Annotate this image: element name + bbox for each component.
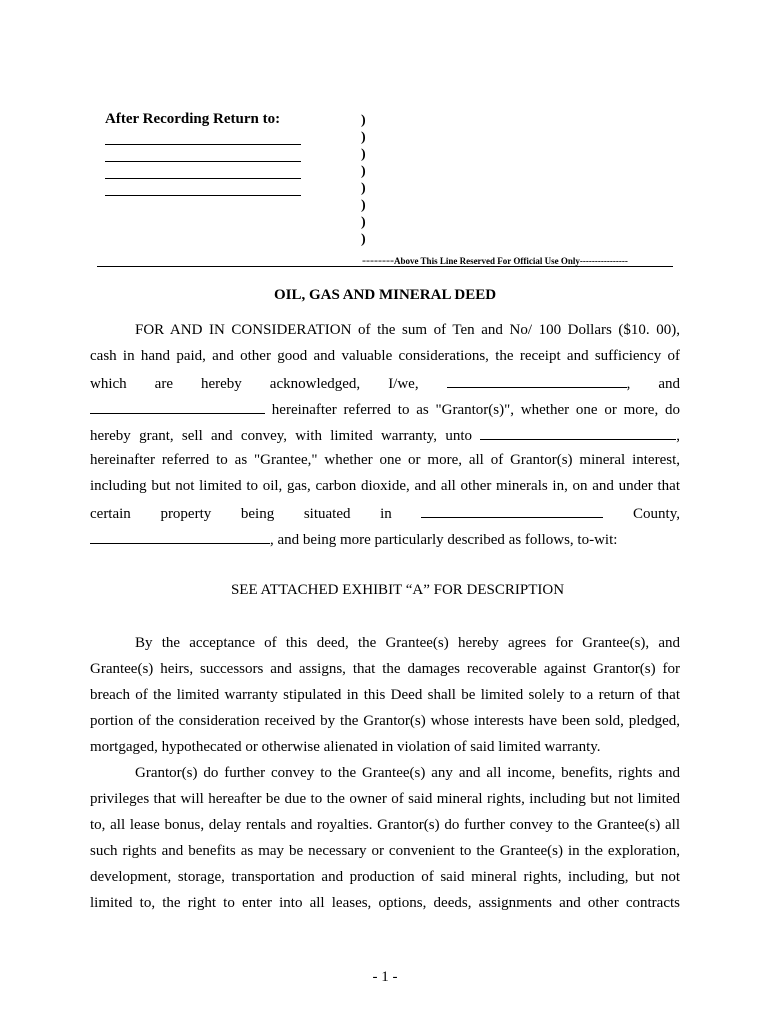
para3-line-3: to, all lease bonus, delay rentals and royalties. Grantor(s) do further convey to the Grantee(s) all [90, 817, 680, 833]
para3-line-5: development, storage, transportation and production of said mineral rights, including, but not [90, 869, 680, 885]
grantor-name-blank-2[interactable] [90, 399, 265, 414]
para1-line-8 [90, 503, 680, 523]
para2-line-1: By the acceptance of this deed, the Grantee(s) hereby agrees for Grantee(s), and [135, 635, 680, 651]
text-grant-unto: hereby grant, sell and convey, with limited warranty, unto [90, 428, 472, 444]
paren-8: ) [361, 232, 366, 247]
return-address-line-2[interactable] [105, 161, 301, 162]
paren-2: ) [361, 130, 366, 145]
para1-line-1: FOR AND IN CONSIDERATION of the sum of Ten and No/ 100 Dollars ($10. 00), [135, 322, 680, 338]
para3-line-4: such rights and benefits as may be necessary or convenient to the Grantee(s) in the exploration, [90, 843, 680, 859]
text-comma: , [626, 376, 631, 392]
paren-1: ) [361, 113, 366, 128]
paren-7: ) [361, 215, 366, 230]
para1-line-9 [90, 529, 617, 549]
document-title: OIL, GAS AND MINERAL DEED [273, 287, 497, 303]
para3-line-6: limited to, the right to enter into all leases, options, deeds, assignments and other contracts [90, 895, 680, 911]
text-county: County, [633, 506, 680, 522]
para1-line-7: including but not limited to oil, gas, carbon dioxide, and all other minerals in, on and under that [90, 478, 680, 494]
text-hereinafter-grantor: hereinafter referred to as "Grantor(s)", whether one or more, do [271, 402, 680, 418]
para3-line-1: Grantor(s) do further convey to the Grantee(s) any and all income, benefits, rights and [135, 765, 680, 781]
official-use-separator [97, 266, 673, 267]
para2-line-3: breach of the limited warranty stipulated in this Deed shall be limited solely to a return of that [90, 687, 680, 703]
text-being: being [240, 506, 275, 522]
return-address-line-3[interactable] [105, 178, 301, 179]
paren-4: ) [361, 164, 366, 179]
para1-line-5 [90, 425, 680, 445]
return-to-label: After Recording Return to: [105, 111, 281, 127]
notice-text: Above This Line Reserved For Official Use Only [393, 256, 580, 266]
paren-3: ) [361, 147, 366, 162]
text-comma-2: , [676, 428, 680, 444]
exhibit-reference: SEE ATTACHED EXHIBIT “A” FOR DESCRIPTION [230, 582, 565, 598]
notice-dashes-left: -------- [362, 253, 394, 267]
para1-line-6: hereinafter referred to as "Grantee," whether one or more, all of Grantor(s) mineral interest, [90, 452, 680, 468]
grantor-name-blank[interactable] [447, 373, 627, 388]
paren-6: ) [361, 198, 366, 213]
para3-line-2: privileges that will hereafter be due to the owner of said mineral rights, including but not limited [90, 791, 680, 807]
return-address-line-1[interactable] [105, 144, 301, 145]
text-described-as: , and being more particularly described as follows, to-wit: [270, 532, 618, 548]
county-blank[interactable] [421, 503, 603, 518]
para1-line-4 [90, 399, 680, 419]
text-acknowledged: acknowledged, [269, 376, 361, 392]
text-which: which [90, 376, 127, 392]
notice-dashes-right: ---------------- [579, 256, 628, 266]
text-certain: certain [90, 506, 131, 522]
text-property: property [160, 506, 212, 522]
state-blank[interactable] [90, 529, 270, 544]
para1-line-2: cash in hand paid, and other good and valuable considerations, the receipt and sufficiency of [90, 348, 680, 364]
grantee-name-blank[interactable] [480, 425, 676, 440]
para2-line-2: Grantee(s) heirs, successors and assigns, that the damages recoverable against Grantor(s) for [90, 661, 680, 677]
text-and: and [658, 376, 681, 392]
para1-line-3 [90, 373, 680, 393]
page-number: - 1 - [372, 969, 398, 985]
text-in: in [380, 506, 392, 522]
text-situated: situated [303, 506, 351, 522]
text-hereby: hereby [200, 376, 242, 392]
para2-line-5: mortgaged, hypothecated or otherwise alienated in violation of said limited warranty. [90, 739, 601, 755]
return-address-line-4[interactable] [105, 195, 301, 196]
text-are: are [154, 376, 173, 392]
paren-5: ) [361, 181, 366, 196]
para2-line-4: portion of the consideration received by the Grantor(s) whose interests have been sold, pledged, [90, 713, 680, 729]
text-iwe: I/we, [388, 376, 419, 392]
